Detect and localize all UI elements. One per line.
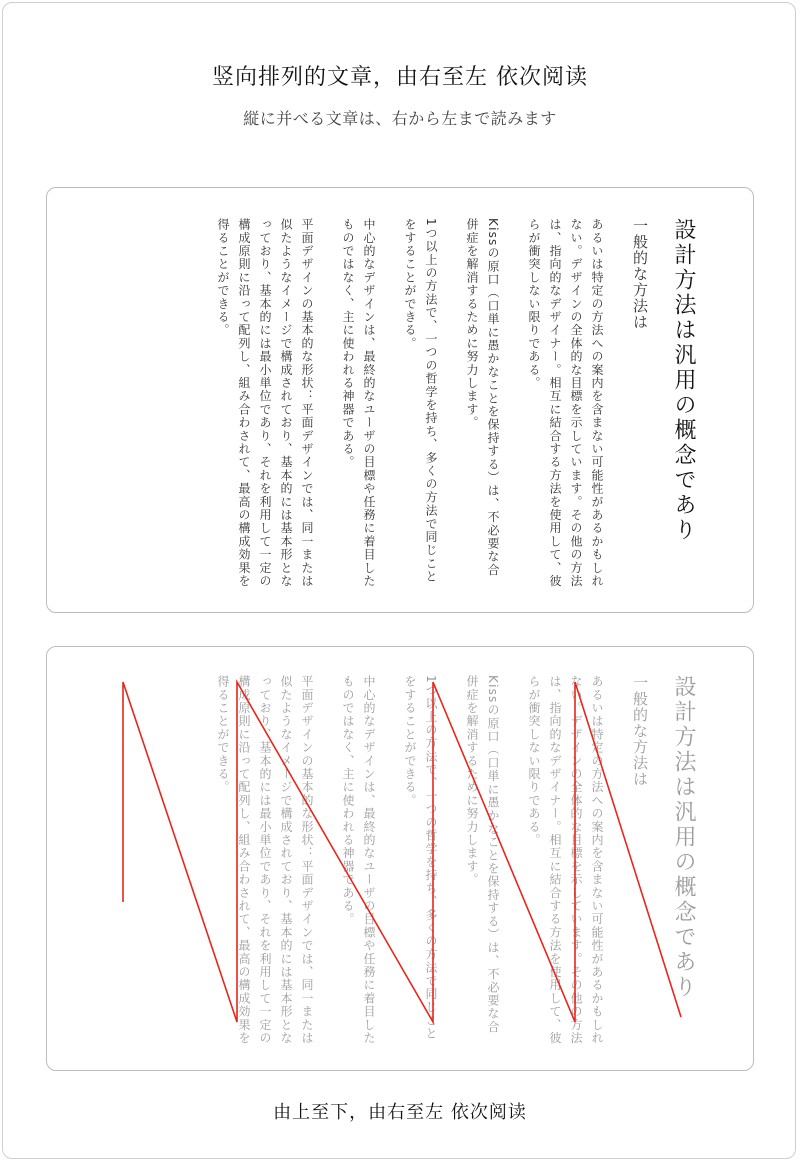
article-subtitle: 一般的な方法は [631,675,649,787]
heading-chinese: 竖向排列的文章，由右至左 依次阅读 [212,65,588,90]
example-card-reading-order [46,646,754,1071]
article-paragraph: 中心的なデザインは、最終的なユーザの目標や任務に着目したものではなく、主に使われる神器である。 [341,218,376,588]
article-paragraph: Kissの原口（口単に愚かなことを保持する）は、不必要な合併症を解消するために努力します。 [465,675,500,1034]
article-subtitle: 一般的な方法は [631,218,649,330]
example-card-plain [46,187,754,613]
article-paragraph: あるいは特定の方法への案内を含まない可能性があるかもしれない。デザインの全体的な目標を示しています。その他の方法は、指向的なデザイナー。相互に結合する方法を使用して、彼らが衝突しない限りである。 [527,675,604,1045]
article-paragraph: 1つ以上の方法で、一つの哲学を持ち、多くの方法で同じことをすることができる。 [403,218,438,584]
article-paragraph: 1つ以上の方法で、一つの哲学を持ち、多くの方法で同じことをすることができる。 [403,675,438,1041]
article-paragraph: 平面デザインの基本的な形状：平面デザインでは、同一または似たようなイメージで構成されており、基本的には基本形となっており、基本的には最小単位であり、それを利用して一定の構成原則に沿って配列し、組み合わされて、最高の構成効果を得ることができる。 [216,675,314,1045]
heading-japanese: 縦に并べる文章は、右から左まで読みます [243,109,557,128]
article-paragraph: 平面デザインの基本的な形状：平面デザインでは、同一または似たようなイメージで構成されており、基本的には基本形となっており、基本的には最小単位であり、それを利用して一定の構成原則に沿って配列し、組み合わされて、最高の構成効果を得ることができる。 [216,218,314,588]
article-title: 設計方法は汎用の概念であり [671,218,696,543]
article-paragraph: 中心的なデザインは、最終的なユーザの目標や任務に着目したものではなく、主に使われる神器である。 [341,675,376,1045]
article-paragraph: あるいは特定の方法への案内を含まない可能性があるかもしれない。デザインの全体的な目標を示しています。その他の方法は、指向的なデザイナー。相互に結合する方法を使用して、彼らが衝突しない限りである。 [527,218,604,588]
vertical-article [210,218,697,588]
reading-order-caption: 由上至下，由右至左 依次阅读 [273,1102,527,1123]
article-title: 設計方法は汎用の概念であり [671,675,696,1000]
article-paragraph: Kissの原口（口単に愚かなことを保持する）は、不必要な合併症を解消するために努力します。 [465,218,500,577]
vertical-article-faded [210,675,697,1045]
